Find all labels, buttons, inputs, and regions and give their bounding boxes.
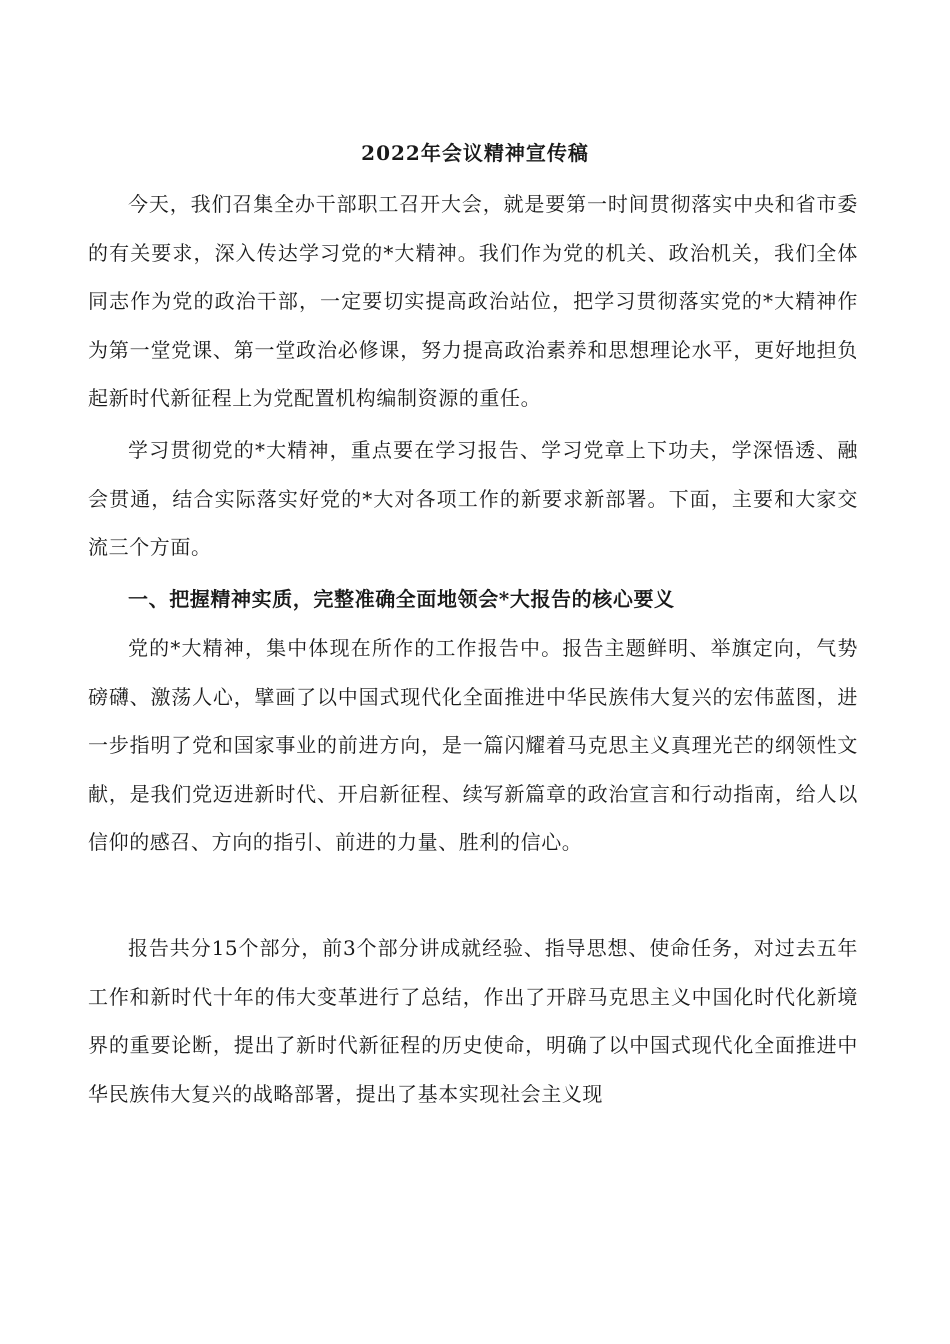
paragraph: 学习贯彻党的*大精神，重点要在学习报告、学习党章上下功夫，学深悟透、融会贯通，结合实际落实好党的*大对各项工作的新要求新部署。下面，主要和大家交流三个方面。: [88, 438, 858, 559]
paragraph: 党的*大精神，集中体现在所作的工作报告中。报告主题鲜明、举旗定向，气势磅礴、激荡人心，擘画了以中国式现代化全面推进中华民族伟大复兴的宏伟蓝图，进一步指明了党和国家事业的前进方向，是一篇闪耀着马克思主义真理光芒的纲领性文献，是我们党迈进新时代、开启新征程、续写新篇章的政治宣言和行动指南，给人以信仰的感召、方向的指引、前进的力量、胜利的信心。: [88, 636, 858, 854]
paragraph: 报告共分15个部分，前3个部分讲成就经验、指导思想、使命任务，对过去五年工作和新时代十年的伟大变革进行了总结，作出了开辟马克思主义中国化时代化新境界的重要论断，提出了新时代新征程的历史使命，明确了以中国式现代化全面推进中华民族伟大复兴的战略部署，提出了基本实现社会主义现: [88, 936, 858, 1106]
document-title: 2022年会议精神宣传稿: [361, 141, 589, 165]
section-heading: 一、把握精神实质，完整准确全面地领会*大报告的核心要义: [128, 587, 675, 611]
paragraph: 今天，我们召集全办干部职工召开大会，就是要第一时间贯彻落实中央和省市委的有关要求，深入传达学习党的*大精神。我们作为党的机关、政治机关，我们全体同志作为党的政治干部，一定要切实提高政治站位，把学习贯彻落实党的*大精神作为第一堂党课、第一堂政治必修课，努力提高政治素养和思想理论水平，更好地担负起新时代新征程上为党配置机构编制资源的重任。: [88, 192, 858, 410]
